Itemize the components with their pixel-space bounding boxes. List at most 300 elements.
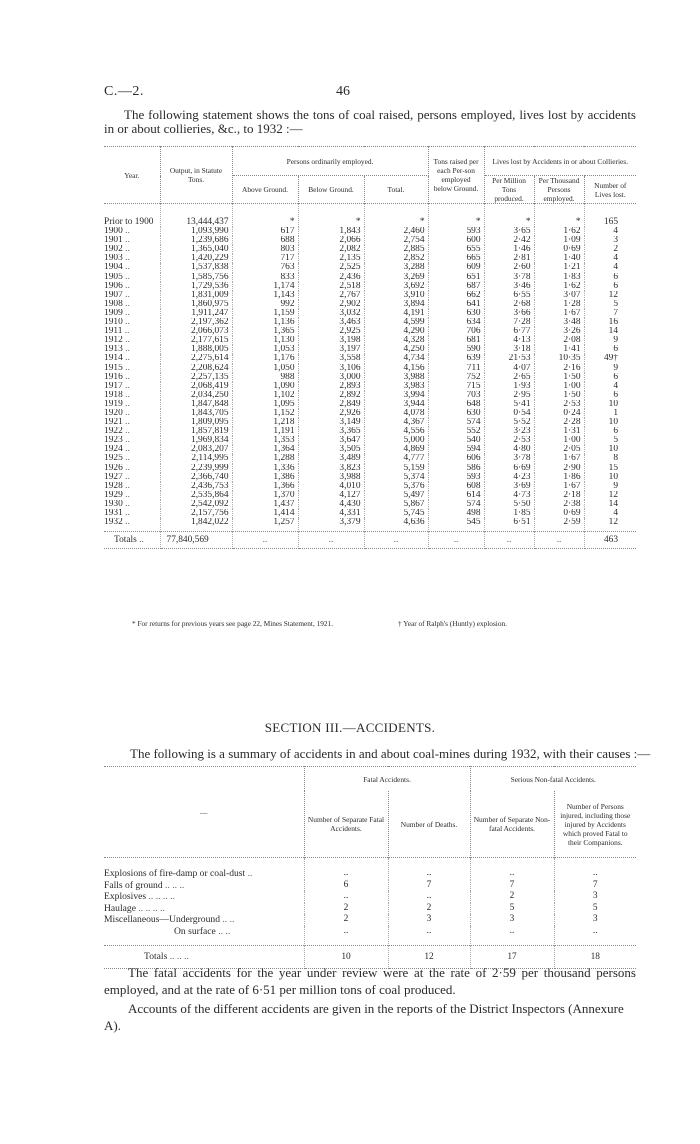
per-million-cell: 4·23 (484, 473, 534, 482)
below-ground-cell: 2,902 (298, 300, 364, 309)
header-separate-fatal: Number of Separate Fatal Accidents. (304, 791, 388, 858)
per-thousand-cell: 1·09 (534, 236, 584, 245)
leader-dots: .. (125, 518, 130, 528)
output-cell: 2,177,615 (160, 336, 232, 345)
table-row (104, 227, 636, 236)
cause-cell (104, 926, 304, 946)
total-employed-cell: 3,269 (364, 273, 428, 282)
footnote-previous-years: * For returns for previous years see page 22, Mines Statement, 1921. (132, 619, 334, 628)
output-cell: 2,366,740 (160, 473, 232, 482)
leader-dots: .. (124, 327, 130, 337)
total-employed-cell: 5,867 (364, 500, 428, 509)
header-above-ground: Above Ground. (232, 176, 298, 204)
total-employed-cell: 2,754 (364, 236, 428, 245)
table-row (104, 318, 636, 327)
above-ground-cell: 1,437 (232, 500, 298, 509)
year-cell (104, 354, 160, 363)
table-row (104, 373, 636, 382)
year-value: 1928 (104, 481, 123, 491)
year-value: 1922 (104, 427, 123, 437)
deaths-cell: .. (388, 891, 470, 903)
tons-per-person-cell: 662 (428, 291, 484, 300)
output-cell: 1,888,005 (160, 345, 232, 354)
tons-per-person-cell: 600 (428, 236, 484, 245)
above-ground-cell: 1,176 (232, 354, 298, 363)
output-cell: 2,083,207 (160, 445, 232, 454)
tons-per-person-cell: 608 (428, 482, 484, 491)
intro-line-2: in or about collieries, &c., to 1932 :— (104, 121, 303, 136)
year-cell (104, 427, 160, 436)
per-thousand-cell: 1·31 (534, 427, 584, 436)
year-cell (104, 273, 160, 282)
year-value: 1932 (104, 518, 123, 528)
per-million-cell: 1·46 (484, 245, 534, 254)
lives-lost-cell: 6 (613, 372, 619, 382)
leader-dots: .. (125, 290, 130, 300)
year-value: 1929 (104, 490, 123, 500)
total-employed-cell: 5,497 (364, 491, 428, 500)
per-million-cell: 3·65 (484, 227, 534, 236)
cause-label: On surface (174, 925, 216, 937)
table-row (104, 482, 636, 491)
per-thousand-cell: 1·50 (534, 373, 584, 382)
deaths-cell: .. (388, 858, 470, 880)
per-million-cell: 3·46 (484, 282, 534, 291)
table-row (104, 903, 636, 915)
per-thousand-cell: 2·28 (534, 418, 584, 427)
per-thousand-cell: 1·00 (534, 382, 584, 391)
tons-per-person-cell: 648 (428, 400, 484, 409)
year-value: 1919 (104, 399, 123, 409)
above-ground-cell: 717 (232, 254, 298, 263)
header-persons-injured: Number of Persons injured, including those injured by Accidents which proved Fatal to their Companions. (560, 801, 631, 847)
tons-per-person-cell: 593 (428, 473, 484, 482)
per-million-cell: 3·78 (484, 454, 534, 463)
table-row (104, 382, 636, 391)
leader-dots: .. (125, 399, 130, 409)
total-employed-cell: 4,556 (364, 427, 428, 436)
lives-lost-cell: 49† (603, 354, 619, 364)
table-row (104, 509, 636, 518)
per-thousand-cell: 3·07 (534, 291, 584, 300)
totals-pm-cell: .. (484, 532, 534, 549)
header-output: Output, in Statute Tons. (160, 147, 232, 204)
totals-above-cell: .. (232, 532, 298, 549)
tons-per-person-cell: 630 (428, 409, 484, 418)
above-ground-cell: 617 (232, 227, 298, 236)
intro-line-1: The following statement shows the tons of coal raised, persons employed, lives lost by accidents (124, 107, 636, 122)
below-ground-cell: 3,197 (298, 345, 364, 354)
total-employed-cell: 5,376 (364, 482, 428, 491)
per-million-cell: 3·78 (484, 273, 534, 282)
persons-injured-cell: 7 (592, 879, 598, 890)
leader-dots: .. (125, 254, 130, 264)
year-value: 1900 (104, 227, 123, 237)
above-ground-cell: 992 (232, 300, 298, 309)
header-fatal-accidents: Fatal Accidents. (304, 767, 470, 792)
year-cell (104, 236, 160, 245)
below-ground-cell: 3,647 (298, 436, 364, 445)
below-ground-cell: 4,430 (298, 500, 364, 509)
total-employed-cell: 4,869 (364, 445, 428, 454)
per-million-cell: 21·53 (484, 354, 534, 363)
per-million-cell: 2·65 (484, 373, 534, 382)
per-thousand-cell: 1·28 (534, 300, 584, 309)
year-value: 1912 (104, 336, 123, 346)
header-total: Total. (364, 176, 428, 204)
table-row (104, 354, 636, 363)
output-cell: 2,436,753 (160, 482, 232, 491)
total-employed-cell: 4,367 (364, 418, 428, 427)
above-ground-cell: 1,257 (232, 518, 298, 532)
lives-lost-cell: 6 (613, 345, 619, 355)
leader-dots: .. .. (222, 914, 235, 925)
closing-line-2: employed, and at the rate of 6·51 per million tons of coal produced. (104, 982, 456, 997)
cause-cell (104, 903, 304, 915)
totals-label: Totals (114, 535, 137, 546)
below-ground-cell: 2,518 (298, 282, 364, 291)
total-employed-cell: 4,078 (364, 409, 428, 418)
table-row (104, 282, 636, 291)
per-thousand-cell: 2·08 (534, 336, 584, 345)
year-value: 1907 (104, 290, 123, 300)
year-value: 1923 (104, 436, 123, 446)
leader-dots: .. (125, 499, 130, 509)
output-cell: 1,842,022 (160, 518, 232, 532)
leader-dots: .. (125, 336, 130, 346)
separate-nonfatal-cell: 3 (470, 914, 554, 926)
cause-label: Explosives (104, 891, 147, 902)
tons-per-person-cell: 706 (428, 327, 484, 336)
table-row (104, 254, 636, 263)
lives-lost-cell: 8 (613, 454, 619, 464)
table-row (104, 364, 636, 373)
year-cell (104, 227, 160, 236)
lives-lost-cell: 10 (608, 445, 619, 455)
year-value: 1931 (104, 509, 123, 518)
tons-per-person-cell: 540 (428, 436, 484, 445)
lives-lost-cell: 7 (613, 308, 619, 318)
cause-cell (104, 914, 304, 926)
per-million-cell: * (484, 204, 534, 228)
lives-lost-cell: 1 (613, 408, 619, 418)
above-ground-cell: 988 (232, 373, 298, 382)
per-million-cell: 6·77 (484, 327, 534, 336)
above-ground-cell: 1,366 (232, 482, 298, 491)
tons-per-person-cell: 703 (428, 391, 484, 400)
below-ground-cell: 2,767 (298, 291, 364, 300)
persons-injured-cell: .. (592, 868, 598, 878)
output-cell: 2,197,362 (160, 318, 232, 327)
total-employed-cell: 5,159 (364, 464, 428, 473)
leader-dots: .. (125, 354, 130, 364)
per-thousand-cell: 1·67 (534, 482, 584, 491)
total-employed-cell: 2,852 (364, 254, 428, 263)
below-ground-cell: 2,066 (298, 236, 364, 245)
per-million-cell: 3·66 (484, 309, 534, 318)
tons-per-person-cell: 752 (428, 373, 484, 382)
leader-dots: .. (125, 445, 130, 455)
lives-lost-cell: 15 (608, 463, 619, 473)
output-cell: 1,809,095 (160, 418, 232, 427)
year-cell (104, 464, 160, 473)
year-value: 1920 (104, 408, 123, 418)
tons-per-person-cell: 715 (428, 382, 484, 391)
above-ground-cell: 1,386 (232, 473, 298, 482)
separate-nonfatal-cell: .. (470, 926, 554, 946)
above-ground-cell: 1,102 (232, 391, 298, 400)
total-employed-cell: 4,250 (364, 345, 428, 354)
per-million-cell: 3·18 (484, 345, 534, 354)
year-cell (104, 254, 160, 263)
per-million-cell: 5·50 (484, 500, 534, 509)
below-ground-cell: 3,463 (298, 318, 364, 327)
header-below-ground: Below Ground. (298, 176, 364, 204)
output-cell: 1,847,848 (160, 400, 232, 409)
per-million-cell: 1·85 (484, 509, 534, 518)
per-thousand-cell: 1·86 (534, 473, 584, 482)
above-ground-cell: 1,090 (232, 382, 298, 391)
table-row (104, 464, 636, 473)
tons-per-person-cell: 651 (428, 273, 484, 282)
tons-per-person-cell: 574 (428, 418, 484, 427)
per-million-cell: 4·73 (484, 491, 534, 500)
per-thousand-cell: 2·38 (534, 500, 584, 509)
leader-dots: .. (125, 299, 130, 309)
per-million-cell: 2·68 (484, 300, 534, 309)
separate-fatal-cell: .. (304, 891, 388, 903)
year-value: 1927 (104, 472, 123, 482)
leader-dots: .. (125, 263, 130, 273)
per-million-cell: 6·69 (484, 464, 534, 473)
total-employed-cell: 3,692 (364, 282, 428, 291)
year-cell (104, 436, 160, 445)
year-cell (104, 300, 160, 309)
table-row (104, 300, 636, 309)
year-value: Prior to 1900 (104, 217, 154, 227)
above-ground-cell: 1,152 (232, 409, 298, 418)
table-row (104, 427, 636, 436)
total-employed-cell: 4,156 (364, 364, 428, 373)
year-value: 1906 (104, 281, 123, 291)
table-row (104, 291, 636, 300)
table-row (104, 858, 636, 880)
closing-line-1: The fatal accidents for the year under review were at the rate of 2·59 per thousand persons (128, 965, 636, 980)
year-cell (104, 373, 160, 382)
below-ground-cell: 2,525 (298, 263, 364, 272)
lives-lost-cell: 9 (613, 481, 619, 491)
below-ground-cell: 3,379 (298, 518, 364, 532)
leader-dots: .. (125, 281, 130, 291)
per-million-cell: 7·28 (484, 318, 534, 327)
coal-statistics-table (104, 146, 636, 549)
persons-injured-cell: 3 (592, 914, 598, 924)
output-cell: 1,365,040 (160, 245, 232, 254)
header-lives-lost: Lives lost by Accidents in or about Collieries. (484, 147, 636, 176)
year-cell (104, 518, 160, 532)
year-cell (104, 500, 160, 509)
cause-label: Miscellaneous—Underground (104, 914, 220, 925)
section-title: SECTION III.—ACCIDENTS. (264, 720, 436, 735)
tons-per-person-cell: 498 (428, 509, 484, 518)
below-ground-cell: 4,010 (298, 482, 364, 491)
table-row (104, 418, 636, 427)
lives-lost-cell: 4 (613, 263, 619, 273)
per-million-cell: 3·23 (484, 427, 534, 436)
year-cell (104, 327, 160, 336)
table-row (104, 400, 636, 409)
leader-dots: .. (125, 381, 130, 391)
total-employed-cell: 4,734 (364, 354, 428, 363)
year-value: 1916 (104, 372, 123, 382)
below-ground-cell: 2,082 (298, 245, 364, 254)
above-ground-cell: 1,414 (232, 509, 298, 518)
above-ground-cell: 1,365 (232, 327, 298, 336)
separate-fatal-cell: 2 (304, 903, 388, 915)
leader-dots: .. (139, 535, 144, 546)
table-row (104, 409, 636, 418)
per-thousand-cell: 2·05 (534, 445, 584, 454)
table-row (104, 518, 636, 532)
year-value: 1905 (104, 272, 123, 282)
table-row (104, 391, 636, 400)
per-million-cell: 5·41 (484, 400, 534, 409)
below-ground-cell: 2,135 (298, 254, 364, 263)
totals-persons-injured: 18 (554, 946, 636, 969)
per-thousand-cell: 1·83 (534, 273, 584, 282)
cause-label: Explosions of fire-damp or coal-dust (104, 868, 246, 879)
section-summary: The following is a summary of accidents in and about coal-mines during 1932, with their causes :— (130, 746, 651, 761)
table-row (104, 445, 636, 454)
output-cell: 2,275,614 (160, 354, 232, 363)
per-thousand-cell: 0·24 (534, 409, 584, 418)
per-thousand-cell: 2·90 (534, 464, 584, 473)
header-separate-nonfatal: Number of Separate Non-fatal Accidents. (470, 791, 554, 858)
total-employed-cell: 2,460 (364, 227, 428, 236)
table-row (104, 336, 636, 345)
cause-cell (104, 880, 304, 892)
tons-per-person-cell: 630 (428, 309, 484, 318)
per-thousand-cell: 1·00 (534, 436, 584, 445)
tons-per-person-cell: 614 (428, 491, 484, 500)
output-cell: 1,420,229 (160, 254, 232, 263)
leader-dots: .. (125, 481, 130, 491)
per-thousand-cell: 2·18 (534, 491, 584, 500)
leader-dots: .. (125, 463, 130, 473)
year-value: 1903 (104, 254, 123, 264)
below-ground-cell: 2,893 (298, 382, 364, 391)
separate-nonfatal-cell: 7 (470, 880, 554, 892)
table-row (104, 914, 636, 926)
cause-label: Haulage (104, 902, 136, 914)
deaths-cell: 2 (388, 903, 470, 915)
intro-paragraph (104, 108, 636, 136)
output-cell: 1,537,838 (160, 263, 232, 272)
leader-dots: .. (125, 272, 130, 282)
totals-separate-fatal: 10 (304, 946, 388, 969)
year-cell (104, 409, 160, 418)
header-serious-accidents: Serious Non-fatal Accidents. (510, 774, 596, 784)
below-ground-cell: 4,331 (298, 509, 364, 518)
output-cell: 1,860,975 (160, 300, 232, 309)
output-cell: 2,535,864 (160, 491, 232, 500)
year-value: 1924 (104, 445, 123, 455)
table-row (104, 880, 636, 892)
lives-lost-cell: 12 (608, 290, 619, 300)
total-employed-cell: 3,988 (364, 373, 428, 382)
lives-lost-cell: 2 (613, 245, 619, 255)
above-ground-cell: 1,288 (232, 454, 298, 463)
output-cell: 1,969,834 (160, 436, 232, 445)
year-value: 1930 (104, 499, 123, 509)
totals-lives-cell: 463 (584, 532, 636, 549)
year-cell (104, 336, 160, 345)
leader-dots: .. (125, 509, 130, 518)
per-million-cell: 5·52 (484, 418, 534, 427)
separate-fatal-cell: 2 (304, 914, 388, 926)
year-value: 1925 (104, 454, 123, 464)
below-ground-cell: 3,489 (298, 454, 364, 463)
per-thousand-cell: 1·62 (534, 227, 584, 236)
table-row (104, 500, 636, 509)
tons-per-person-cell: 574 (428, 500, 484, 509)
below-ground-cell: 3,988 (298, 473, 364, 482)
leader-dots: .. (125, 490, 130, 500)
tons-per-person-cell: 594 (428, 445, 484, 454)
lives-lost-cell: 10 (608, 399, 619, 409)
leader-dots: .. (125, 363, 130, 373)
leader-dots: .. (125, 227, 130, 237)
tons-per-person-cell: 593 (428, 227, 484, 236)
lives-lost-cell: 3 (613, 236, 619, 246)
lives-lost-cell: 4 (613, 254, 619, 264)
below-ground-cell: 2,436 (298, 273, 364, 282)
year-cell (104, 509, 160, 518)
below-ground-cell: 2,892 (298, 391, 364, 400)
above-ground-cell: 1,095 (232, 400, 298, 409)
tons-per-person-cell: 552 (428, 427, 484, 436)
above-ground-cell: 1,370 (232, 491, 298, 500)
year-value: 1914 (104, 354, 123, 364)
lives-lost-cell: 6 (613, 427, 619, 437)
per-thousand-cell: 1·67 (534, 309, 584, 318)
per-thousand-cell: 0·69 (534, 245, 584, 254)
lives-lost-cell: 10 (608, 472, 619, 482)
separate-nonfatal-cell: .. (470, 858, 554, 880)
leader-dots: .. (125, 472, 130, 482)
leader-dots: .. .. .. (165, 879, 185, 891)
output-cell: 2,257,135 (160, 373, 232, 382)
lives-lost-cell: 12 (608, 518, 619, 528)
year-value: 1918 (104, 390, 123, 400)
year-cell (104, 318, 160, 327)
above-ground-cell: 1,364 (232, 445, 298, 454)
total-employed-cell: 4,290 (364, 327, 428, 336)
year-value: 1911 (104, 327, 123, 337)
tons-per-person-cell: 655 (428, 245, 484, 254)
per-thousand-cell: 3·26 (534, 327, 584, 336)
above-ground-cell: 1,336 (232, 464, 298, 473)
per-million-cell: 4·13 (484, 336, 534, 345)
table-row (104, 436, 636, 445)
totals-tons-cell: .. (428, 532, 484, 549)
per-million-cell: 6·51 (484, 518, 534, 532)
output-cell: 2,068,419 (160, 382, 232, 391)
cause-cell (104, 858, 304, 880)
tons-per-person-cell: 545 (428, 518, 484, 532)
year-value: 1909 (104, 308, 123, 318)
above-ground-cell: 1,218 (232, 418, 298, 427)
